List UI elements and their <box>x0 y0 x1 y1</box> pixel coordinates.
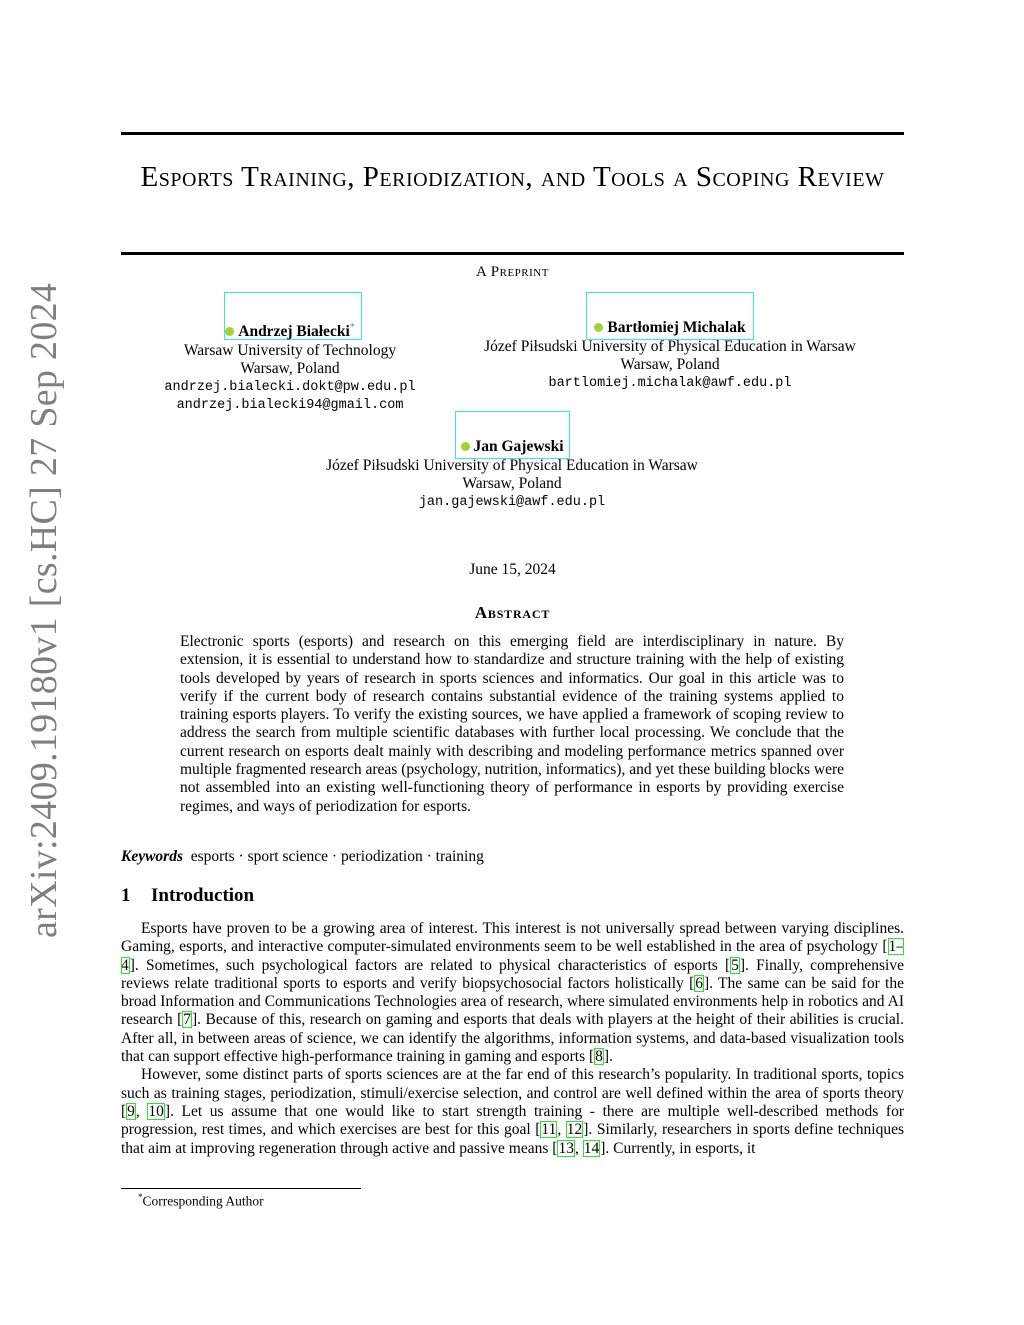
footnote-mark: * <box>138 1192 143 1202</box>
orcid-icon[interactable] <box>594 323 603 332</box>
abstract-heading: Abstract <box>474 603 551 622</box>
text-run: ]. Finally, comprehensive reviews relate traditional sports to esports and verify biopsychosocial factors holistically [ <box>121 956 904 992</box>
author-location: Warsaw, Poland <box>462 475 562 492</box>
citation-link[interactable]: 8 <box>595 1048 603 1066</box>
text-run: ]. The same can be said for the broad Information and Communications Technologies area of research, where simulated environments help in robotics and AI research [ <box>121 974 904 1029</box>
citation-link[interactable]: 10 <box>148 1102 164 1120</box>
citation-link[interactable]: 11 <box>541 1121 557 1139</box>
citation-link[interactable]: 9 <box>127 1102 135 1120</box>
paragraph <box>121 1066 904 1157</box>
top-rule <box>121 132 904 135</box>
author-email[interactable]: andrzej.bialecki94@gmail.com <box>176 398 404 414</box>
paper-date: June 15, 2024 <box>469 561 556 578</box>
paper-title: Esports Training, Periodization, and Tools a Scoping Review <box>140 161 885 193</box>
author-block-1 <box>140 319 440 416</box>
text-run: , <box>135 1102 148 1120</box>
text-run: ]. Because of this, research on gaming and esports that deals with players at the height of their abilities is crucial. After all, in between areas of science, we can identify the algorithms, information systems, and data-based visualization tools that can support effective high-performance training in gaming and esports [ <box>121 1011 904 1066</box>
text-run: ]. Let us assume that one would like to start strength training - there are multiple well-described methods for progression, rest times, and which exercises are best for this goal [ <box>121 1102 904 1139</box>
citation-link[interactable]: 14 <box>583 1139 600 1157</box>
abstract-text: Electronic sports (esports) and research on this emerging field are interdisciplinary in nature. By extension, it is essential to understand how to standardize and structure training with the help of existing tools developed by years of research in sports sciences and informatics. Our goal in this article was to verify if the current body of research contains substantial evidence of the training systems applied to training esports players. To verify the existing sources, we have applied a framework of scoping review to address the search from multiple scientific databases with further local processing. We conclude that the current research on esports dealt mainly with describing and modeling performance metrics spanned over multiple fragmented research areas (psychology, nutrition, informatics), and yet these building blocks were not assembled into an existing well-functioning theory of performance in esports by providing exercise regimes, and ways of periodization for esports. <box>180 633 844 815</box>
arxiv-identifier: arXiv:2409.19180v1 [cs.HC] 27 Sep 2024 <box>23 282 65 938</box>
footnote-rule <box>121 1188 361 1189</box>
footnote <box>138 1192 264 1210</box>
section-heading <box>121 885 254 907</box>
author-name[interactable]: Jan Gajewski <box>473 438 564 455</box>
preprint-label: A Preprint <box>476 264 549 280</box>
keywords-list: esports · sport science · periodization · training <box>190 848 484 865</box>
author-affiliation: Warsaw University of Technology <box>183 341 397 359</box>
citation-link[interactable]: 12 <box>566 1121 583 1139</box>
author-email[interactable]: andrzej.bialecki.dokt@pw.edu.pl <box>164 379 416 395</box>
author-name[interactable]: Bartłomiej Michalak <box>607 319 746 336</box>
section-title: Introduction <box>151 885 255 906</box>
body-text <box>121 920 904 1158</box>
citation-link[interactable]: 1–4 <box>121 938 904 974</box>
author-location: Warsaw, Poland <box>620 356 720 373</box>
footnote-mark[interactable]: * <box>349 322 355 333</box>
title-bottom-rule <box>121 252 904 255</box>
text-run: ]. Sometimes, such psychological factors are related to physical characteristics of esports [ <box>129 956 731 974</box>
orcid-icon[interactable] <box>461 442 470 451</box>
footnote-text: Corresponding Author <box>142 1193 264 1209</box>
citation-link[interactable]: 6 <box>695 974 703 992</box>
keywords-label: Keywords <box>121 848 183 865</box>
text-run: Esports have proven to be a growing area of interest. This interest is not universally spread between varying disciplines. Gaming, esports, and interactive computer-simulated environments seem to be well established in the area of psychology [ <box>121 920 904 956</box>
paragraph <box>121 920 904 1066</box>
text-run: , <box>574 1139 583 1157</box>
citation-link[interactable]: 5 <box>731 956 739 974</box>
text-run: ]. <box>603 1048 613 1066</box>
orcid-icon[interactable] <box>225 327 234 336</box>
author-email[interactable]: bartlomiej.michalak@awf.edu.pl <box>548 375 792 391</box>
keywords <box>121 848 484 866</box>
text-run: ]. Currently, in esports, it <box>600 1139 756 1157</box>
author-name[interactable]: Andrzej Białecki <box>238 323 350 341</box>
author-affiliation: Józef Piłsudski University of Physical Education in Warsaw <box>484 337 856 355</box>
citation-link[interactable]: 7 <box>183 1011 191 1029</box>
author-affiliation: Józef Piłsudski University of Physical Education in Warsaw <box>326 456 698 474</box>
citation-link[interactable]: 13 <box>558 1139 574 1157</box>
text-run: However, some distinct parts of sports sciences are at the far end of this research’s popularity. In traditional sports, topics such as training stages, periodization, stimuli/exercise selection, and control are well defined within the area of sports theory [ <box>121 1066 904 1120</box>
text-run: ]. Similarly, researchers in sports define techniques that aim at improving regeneration through active and passive means [ <box>121 1121 904 1157</box>
author-email[interactable]: jan.gajewski@awf.edu.pl <box>418 494 606 510</box>
text-run: , <box>557 1121 566 1139</box>
author-location: Warsaw, Poland <box>240 360 340 378</box>
author-block-3 <box>302 438 722 512</box>
arxiv-sidebar <box>0 0 65 938</box>
author-block-2 <box>460 319 880 393</box>
section-number: 1 <box>121 885 131 906</box>
